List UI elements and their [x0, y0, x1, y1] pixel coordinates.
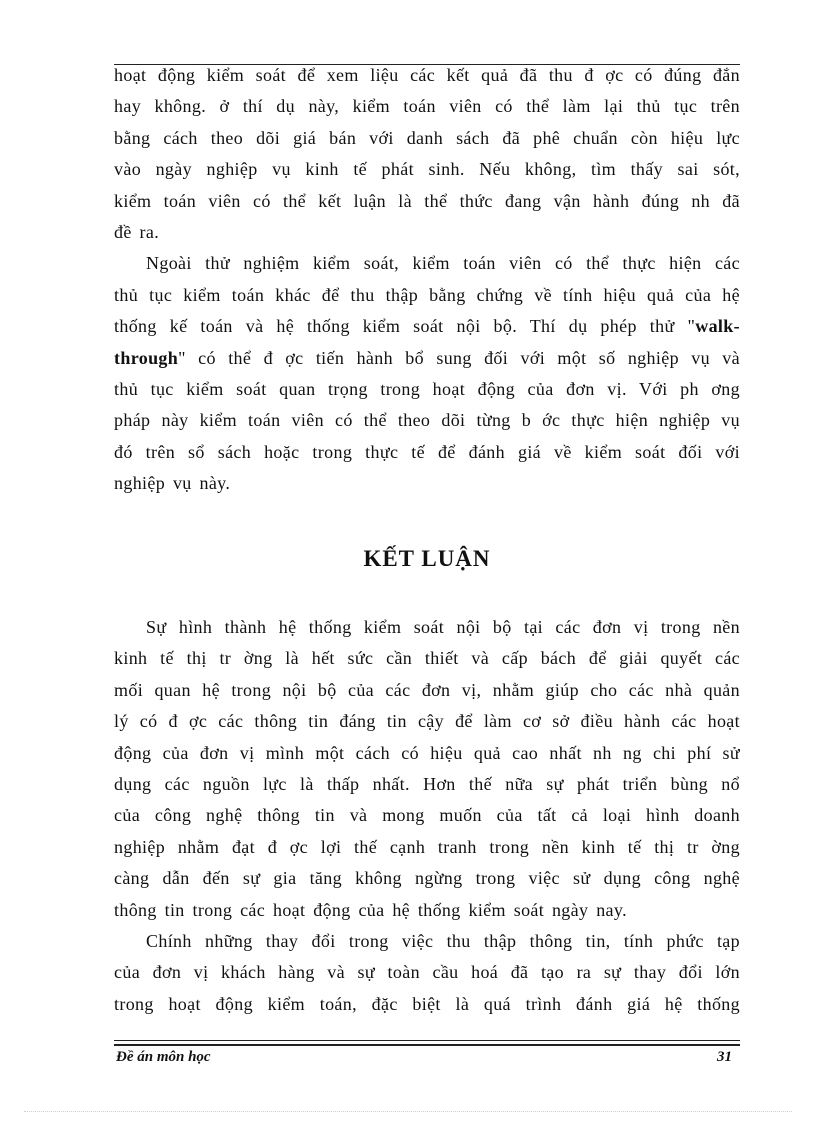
page-number: 31 — [717, 1049, 732, 1065]
text-line: đó trên sổ sách hoặc trong thực tế để đánh giá về kiểm soát đối với — [114, 441, 740, 462]
footer-rule-thin — [114, 1040, 740, 1041]
text-line: vào ngày nghiệp vụ kinh tế phát sinh. Nếu không, tìm thấy sai sót, — [114, 159, 740, 180]
text-line: trong hoạt động kiểm toán, đặc biệt là quá trình đánh giá hệ thống — [114, 993, 740, 1014]
text-line: động của đơn vị mình một cách có hiệu quả cao nhất nh ng chi phí sử — [114, 742, 740, 763]
text-line-mixed — [114, 311, 740, 342]
text-line: kiểm toán viên có thể kết luận là thể thức đang vận hành đúng nh đã — [114, 190, 740, 211]
text-line-mixed — [114, 343, 740, 374]
text-line: hay không. ở thí dụ này, kiểm toán viên có thể làm lại thủ tục trên — [114, 96, 740, 117]
text-line: đề ra. — [114, 222, 160, 243]
text-line: thủ tục kiểm soát quan trọng trong hoạt động của đơn vị. Với ph ơng — [114, 379, 740, 400]
paragraph-conclusion-2 — [114, 926, 740, 1020]
text-line: bằng cách theo dõi giá bán với danh sách đã phê chuẩn còn hiệu lực — [114, 127, 740, 148]
text-line: dụng các nguồn lực là thấp nhất. Hơn thế nữa sự phát triển bùng nổ — [114, 774, 740, 795]
footer-rule-thick — [114, 1044, 740, 1046]
text-line: Chính những thay đổi trong việc thu thập thông tin, tính phức tạp — [146, 931, 740, 952]
bold-term: walk- — [695, 316, 740, 337]
footer-title: Đề án môn học — [116, 1049, 211, 1065]
text-segment: thống kế toán và hệ thống kiểm soát nội bộ. Thí dụ phép thử " — [114, 316, 696, 337]
text-line: Sự hình thành hệ thống kiểm soát nội bộ tại các đơn vị trong nền — [146, 617, 740, 637]
page-edge-dotted-line — [24, 1111, 792, 1112]
text-line: Ngoài thử nghiệm kiểm soát, kiểm toán viên có thể thực hiện các — [146, 253, 740, 274]
text-line: nghiệp vụ này. — [114, 473, 231, 494]
text-line: của đơn vị khách hàng và sự toàn cầu hoá đã tạo ra sự thay đổi lớn — [114, 962, 740, 983]
paragraph-conclusion-1 — [114, 612, 740, 926]
page-footer — [114, 1047, 740, 1071]
text-segment: " có thể đ ợc tiến hành bổ sung đối với một số nghiệp vụ và — [178, 347, 740, 368]
body-text-conclusion — [114, 612, 740, 1020]
text-line: thủ tục kiểm toán khác để thu thập bằng chứng về tính hiệu quả của hệ — [114, 284, 740, 305]
body-text-top — [114, 60, 740, 500]
text-line: mối quan hệ trong nội bộ của các đơn vị, nhằm giúp cho các nhà quản — [114, 679, 740, 700]
text-line: của công nghệ thông tin và mong muốn của tất cả loại hình doanh — [114, 805, 740, 826]
text-line: hoạt động kiểm soát để xem liệu các kết quả đã thu đ ợc có đúng đắn — [114, 65, 740, 85]
bold-term: through — [114, 347, 179, 368]
text-line: lý có đ ợc các thông tin đáng tin cậy để làm cơ sở điều hành các hoạt — [114, 711, 740, 732]
text-line: pháp này kiểm toán viên có thể theo dõi từng b ớc thực hiện nghiệp vụ — [114, 410, 740, 431]
paragraph-walkthrough — [114, 248, 740, 499]
text-line: càng dẫn đến sự gia tăng không ngừng trong việc sử dụng công nghệ — [114, 868, 740, 889]
section-heading: KẾT LUẬN — [363, 546, 491, 571]
text-line: nghiệp nhằm đạt đ ợc lợi thế cạnh tranh trong nền kinh tế thị tr ờng — [114, 836, 740, 857]
text-line: thông tin trong các hoạt động của hệ thống kiểm soát ngày nay. — [114, 899, 627, 920]
text-line: kinh tế thị tr ờng là hết sức cần thiết và cấp bách để giải quyết các — [114, 648, 740, 669]
paragraph-continuation — [114, 60, 740, 248]
